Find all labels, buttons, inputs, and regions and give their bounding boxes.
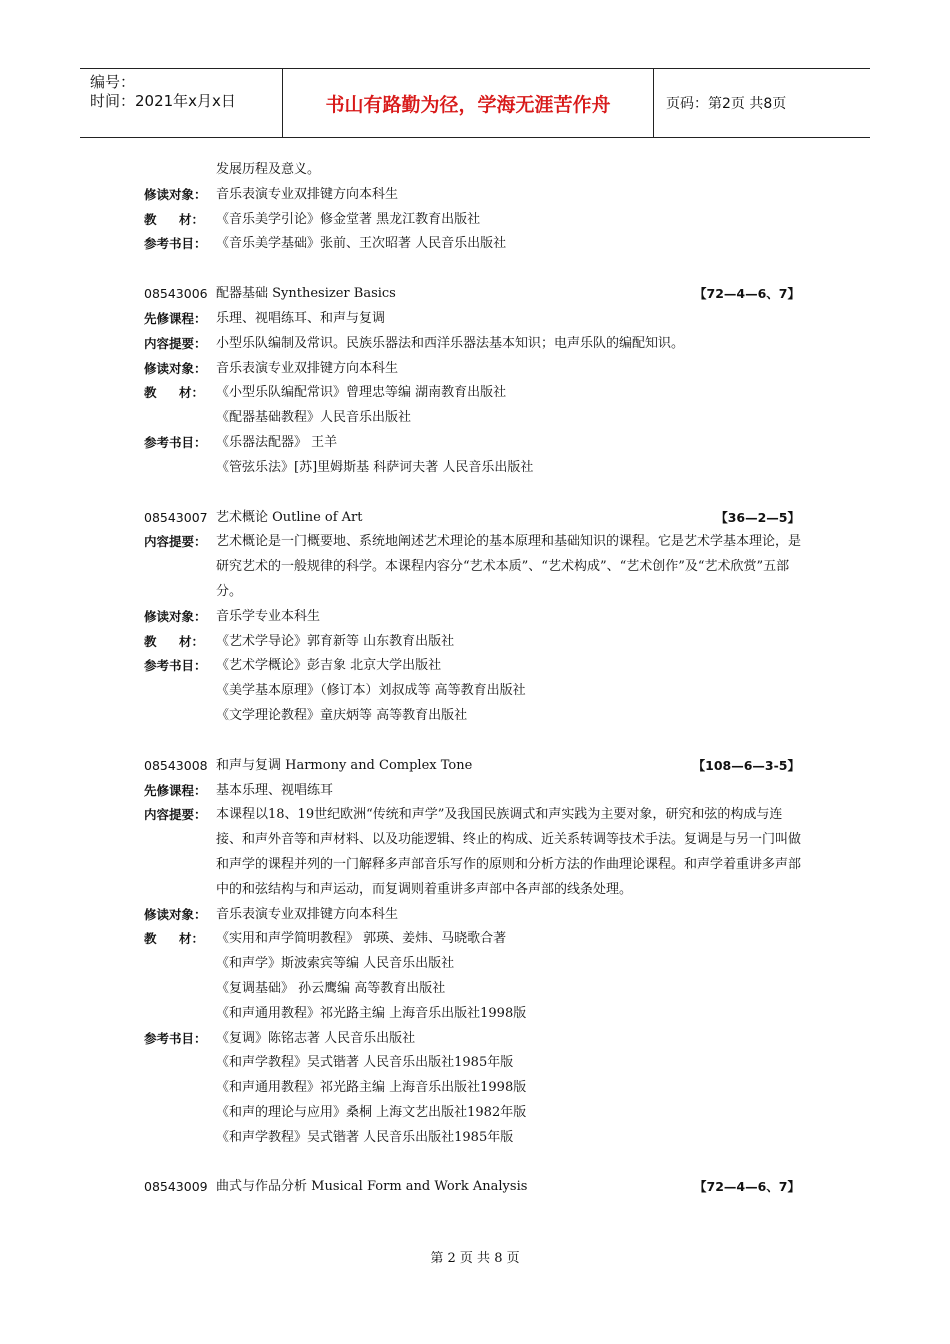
textbook-value: 《复调基础》 孙云鹰编 高等教育出版社 bbox=[216, 980, 446, 996]
ref-value: 《和声的理论与应用》桑桐 上海文艺出版社1982年版 bbox=[216, 1104, 527, 1120]
textbook-value: 《和声学》斯波索宾等编 人民音乐出版社 bbox=[216, 956, 455, 972]
course-header bbox=[144, 1175, 808, 1200]
target-value: 音乐表演专业双排键方向本科生 bbox=[216, 186, 399, 202]
target-label: 修读对象： bbox=[144, 906, 207, 922]
ref-value: 《管弦乐法》[苏]里姆斯基 科萨诃夫著 人民音乐出版社 bbox=[216, 459, 534, 475]
page-header bbox=[80, 68, 870, 138]
document-body bbox=[144, 158, 808, 1200]
course-hours: 【108—6—3-5】 bbox=[692, 757, 800, 773]
ref-value: 《和声学教程》吴式锴著 人民音乐出版社1985年版 bbox=[216, 1129, 514, 1145]
course-code: 08543009 bbox=[144, 1179, 208, 1195]
content-label: 内容提要： bbox=[144, 534, 207, 550]
textbook-value: 《音乐美学引论》修金堂著 黑龙江教育出版社 bbox=[216, 211, 481, 227]
target-row bbox=[144, 357, 808, 382]
textbook-value: 《配器基础教程》人民音乐出版社 bbox=[216, 410, 412, 426]
ref-label: 参考书目： bbox=[144, 658, 207, 674]
ref-value: 《音乐美学基础》张前、王次昭著 人民音乐出版社 bbox=[216, 236, 507, 252]
course-hours: 【36—2—5】 bbox=[715, 509, 800, 525]
textbook-row bbox=[144, 381, 808, 406]
content-value: 小型乐队编制及常识。民族乐器法和西洋乐器法基本知识；电声乐队的编配知识。 bbox=[216, 335, 685, 351]
ref-value: 《和声通用教程》祁光路主编 上海音乐出版社1998版 bbox=[216, 1080, 527, 1096]
textbook-value: 《小型乐队编配常识》曾理忠等编 湖南教育出版社 bbox=[216, 385, 507, 401]
intro-continuation: 发展历程及意义。 bbox=[216, 162, 321, 177]
ref-row bbox=[144, 1027, 808, 1052]
textbook-label: 教 材： bbox=[144, 211, 204, 227]
ref-row bbox=[144, 654, 808, 679]
textbook-label: 教 材： bbox=[144, 385, 204, 401]
textbook-label: 教 材： bbox=[144, 633, 204, 649]
prereq-value: 基本乐理、视唱练耳 bbox=[216, 782, 334, 798]
ref-value: 《和声学教程》吴式锴著 人民音乐出版社1985年版 bbox=[216, 1055, 514, 1071]
target-value: 音乐表演专业双排键方向本科生 bbox=[216, 906, 399, 922]
content-row bbox=[144, 803, 808, 902]
course-code: 08543007 bbox=[144, 509, 208, 525]
target-value: 音乐学专业本科生 bbox=[216, 608, 321, 624]
ref-label: 参考书目： bbox=[144, 1030, 207, 1046]
prereq-row bbox=[144, 307, 808, 332]
content-value: 艺术概论是一门概要地、系统地阐述艺术理论的基本原理和基础知识的课程。它是艺术学基本理论，是研究艺术的一般规律的科学。本课程内容分“艺术本质”、“艺术构成”、“艺术创作”及“艺术欣赏”五部分。 bbox=[216, 534, 802, 599]
content-value: 本课程以18、19世纪欧洲“传统和声学”及我国民族调式和声实践为主要对象，研究和弦的构成与连接、和声外音等和声材料、以及功能逻辑、终止的构成、近关系转调等技术手法。复调是与另一门叫做和声学的课程并列的一门解释多声部音乐写作的原则和分析方法的作曲理论课程。和声学着重讲多声部中的和弦结构与和声运动，而复调则着重讲多声部中各声部的线条处理。 bbox=[216, 807, 802, 897]
course-header bbox=[144, 754, 808, 779]
page-footer: 第 2 页 共 8 页 bbox=[430, 1251, 520, 1266]
course-name: 配器基础 Synthesizer Basics bbox=[216, 286, 396, 302]
ref-value: 《乐器法配器》 王羊 bbox=[216, 434, 338, 450]
course-name: 艺术概论 Outline of Art bbox=[216, 509, 363, 525]
target-label: 修读对象： bbox=[144, 360, 207, 376]
header-meta bbox=[80, 69, 282, 137]
course-header bbox=[144, 506, 808, 531]
target-row bbox=[144, 605, 808, 630]
content-label: 内容提要： bbox=[144, 807, 207, 823]
course-code: 08543008 bbox=[144, 757, 208, 773]
course-name: 曲式与作品分析 Musical Form and Work Analysis bbox=[216, 1179, 528, 1195]
course-hours: 【72—4—6、7】 bbox=[694, 286, 800, 302]
ref-value: 《文学理论教程》童庆炳等 高等教育出版社 bbox=[216, 707, 468, 723]
textbook-row bbox=[144, 927, 808, 952]
ref-label: 参考书目： bbox=[144, 236, 207, 252]
prereq-value: 乐理、视唱练耳、和声与复调 bbox=[216, 310, 386, 326]
textbook-row bbox=[144, 630, 808, 655]
textbook-value: 《艺术学导论》郭育新等 山东教育出版社 bbox=[216, 633, 455, 649]
course-code: 08543006 bbox=[144, 286, 208, 302]
ref-value: 《美学基本原理》（修订本）刘叔成等 高等教育出版社 bbox=[216, 683, 526, 699]
course-hours: 【72—4—6、7】 bbox=[694, 1179, 800, 1195]
ref-value: 《复调》陈铭志著 人民音乐出版社 bbox=[216, 1030, 416, 1046]
textbook-value: 《和声通用教程》祁光路主编 上海音乐出版社1998版 bbox=[216, 1005, 527, 1021]
intro-ref-row bbox=[144, 232, 808, 257]
ref-value: 《艺术学概论》彭吉象 北京大学出版社 bbox=[216, 658, 442, 674]
content-row bbox=[144, 332, 808, 357]
time-label: 时间：2021年x月x日 bbox=[90, 92, 236, 110]
target-label: 修读对象： bbox=[144, 608, 207, 624]
course-name: 和声与复调 Harmony and Complex Tone bbox=[216, 757, 473, 773]
textbook-label: 教 材： bbox=[144, 931, 204, 947]
target-label: 修读对象： bbox=[144, 186, 207, 202]
ref-label: 参考书目： bbox=[144, 434, 207, 450]
number-label: 编号： bbox=[90, 73, 136, 91]
prereq-row bbox=[144, 779, 808, 804]
content-label: 内容提要： bbox=[144, 335, 207, 351]
page-info: 页码：第2页 共8页 bbox=[666, 96, 787, 112]
prereq-label: 先修课程： bbox=[144, 310, 207, 326]
prereq-label: 先修课程： bbox=[144, 782, 207, 798]
target-value: 音乐表演专业双排键方向本科生 bbox=[216, 360, 399, 376]
ref-row bbox=[144, 431, 808, 456]
course-header bbox=[144, 282, 808, 307]
intro-target-row bbox=[144, 183, 808, 208]
target-row bbox=[144, 903, 808, 928]
content-row bbox=[144, 530, 808, 604]
intro-textbook-row bbox=[144, 208, 808, 233]
textbook-value: 《实用和声学简明教程》 郭瑛、姜炜、马晓歌合著 bbox=[216, 931, 507, 947]
motto: 书山有路勤为径，学海无涯苦作舟 bbox=[282, 69, 654, 137]
